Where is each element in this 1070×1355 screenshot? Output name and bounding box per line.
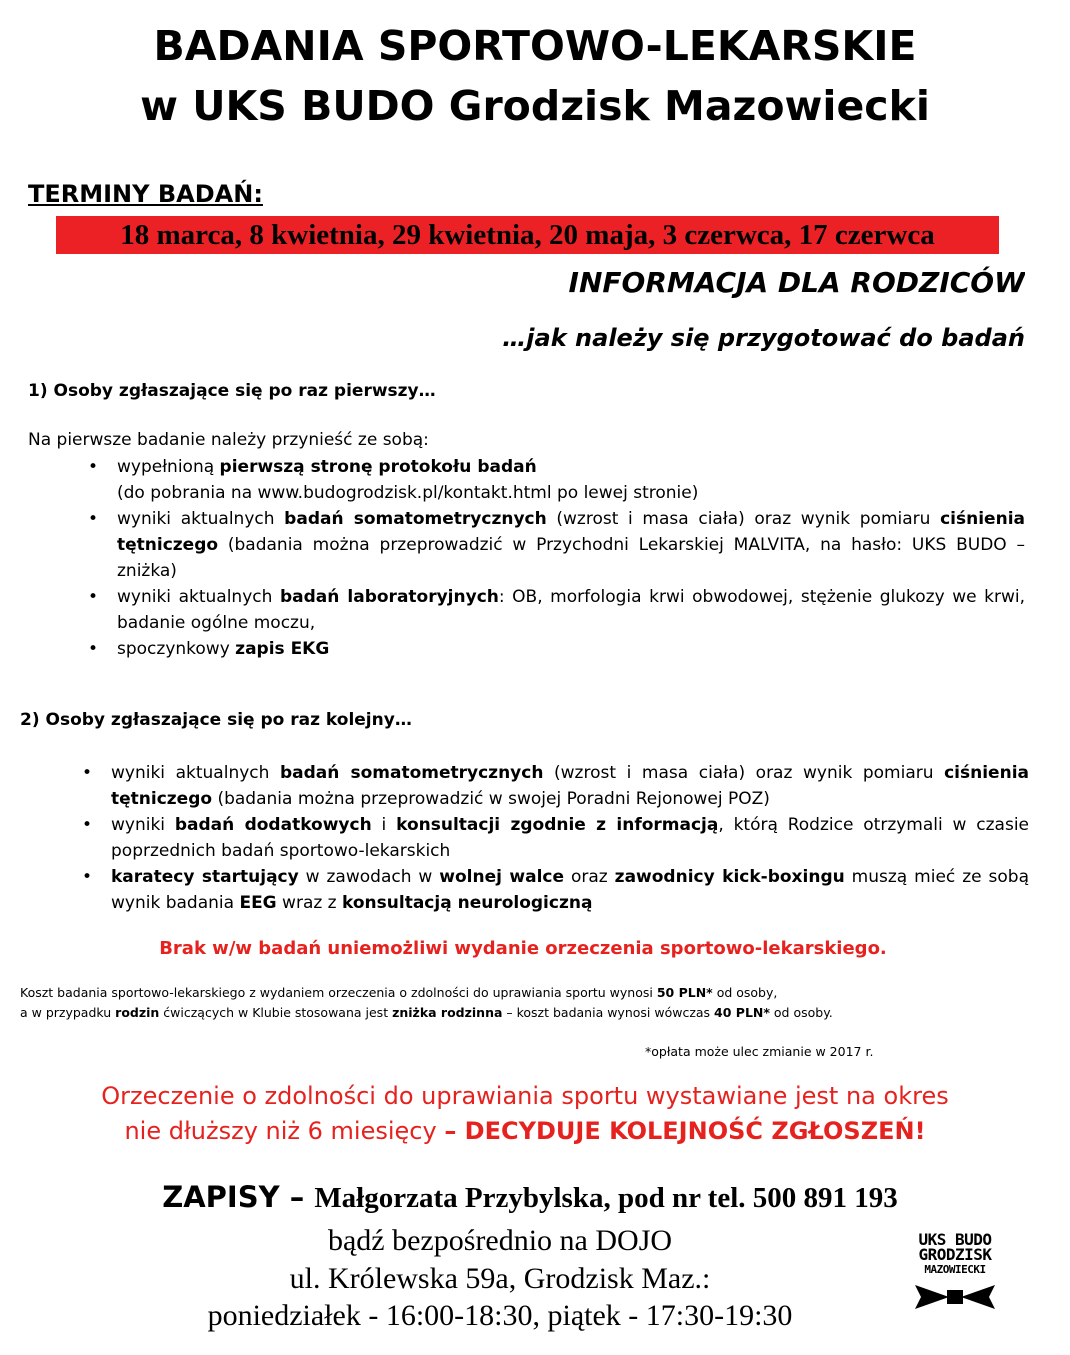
section2-heading: 2) Osoby zgłaszające się po raz kolejny… <box>20 710 412 730</box>
orzeczenie-line1: Orzeczenie o zdolności do uprawiania sportu wystawiane jest na okres <box>101 1082 949 1110</box>
belt-knot-icon <box>905 1277 1005 1313</box>
zapisy-dojo: bądź bezpośrednio na DOJO <box>327 1224 673 1257</box>
page-title-line2: w UKS BUDO Grodzisk Mazowiecki <box>140 82 930 130</box>
info-heading: INFORMACJA DLA RODZICÓW <box>568 266 1025 299</box>
bullet-icon: • <box>88 639 99 659</box>
bullet-icon: • <box>88 587 99 607</box>
bullet-icon: • <box>82 763 93 783</box>
section1-list <box>88 454 1025 662</box>
list-item: • wyniki aktualnych badań laboratoryjnych: OB, morfologia krwi obwodowej, stężenie glukozy we krwi, badanie ogólne moczu, <box>117 584 1025 636</box>
list-item: • wyniki badań dodatkowych i konsultacji zgodnie z informacją, którą Rodzice otrzymali w czasie poprzednich badań sportowo-lekarskich <box>111 812 1029 864</box>
cost-line1: Koszt badania sportowo-lekarskiego z wydaniem orzeczenia o zdolności do uprawiania sportu wynosi 50 PLN* od osoby, <box>20 985 778 1000</box>
list-item: • wypełnioną pierwszą stronę protokołu badań (do pobrania na www.budogrodzisk.pl/kontakt.html po lewej stronie) <box>117 454 1025 506</box>
zapisy-contact: Małgorzata Przybylska, pod nr tel. 500 891 193 <box>314 1182 898 1214</box>
bullet-icon: • <box>82 867 93 887</box>
list-item: • wyniki aktualnych badań somatometrycznych (wzrost i masa ciała) oraz wynik pomiaru ciśnienia tętniczego (badania można przeprowadzić w Przychodni Lekarskiej MALVITA, na hasło: UKS BUDO – zniżka) <box>117 506 1025 584</box>
zapisy-line <box>0 1180 1060 1215</box>
bullet-icon: • <box>88 509 99 529</box>
section1-heading: 1) Osoby zgłaszające się po raz pierwszy… <box>28 381 436 401</box>
logo-line2: GRODZISK <box>918 1245 992 1264</box>
info-subheading: …jak należy się przygotować do badań <box>502 324 1025 352</box>
logo-line1: UKS BUDO <box>918 1230 992 1249</box>
section2-list <box>82 760 1030 916</box>
section1-intro: Na pierwsze badanie należy przynieść ze sobą: <box>28 430 429 450</box>
logo-line3: MAZOWIECKI <box>924 1263 986 1276</box>
warning-text: Brak w/w badań uniemożliwi wydanie orzeczenia sportowo-lekarskiego. <box>159 938 887 959</box>
zapisy-hours: poniedziałek - 16:00-18:30, piątek - 17:30-19:30 <box>207 1299 793 1332</box>
terminy-heading: TERMINY BADAŃ: <box>28 180 263 208</box>
zapisy-address: ul. Królewska 59a, Grodzisk Maz.: <box>289 1262 711 1295</box>
page-title-line1: BADANIA SPORTOWO-LEKARSKIE <box>153 22 917 70</box>
bullet-icon: • <box>82 815 93 835</box>
zapisy-label: ZAPISY – <box>162 1180 315 1214</box>
cost-line2: a w przypadku rodzin ćwiczących w Klubie stosowana jest zniżka rodzinna – koszt badania wynosi wówczas 40 PLN* od osoby. <box>20 1005 833 1020</box>
list-item: • spoczynkowy zapis EKG <box>117 636 1025 662</box>
club-logo <box>905 1232 1005 1327</box>
list-item: • karatecy startujący w zawodach w wolnej walce oraz zawodnicy kick-boxingu muszą mieć ze sobą wynik badania EEG wraz z konsultacją neurologiczną <box>111 864 1029 916</box>
cost-footnote: *opłata może ulec zmianie w 2017 r. <box>645 1044 874 1059</box>
dates-text: 18 marca, 8 kwietnia, 29 kwietnia, 20 maja, 3 czerwca, 17 czerwca <box>120 219 935 251</box>
list-item: • wyniki aktualnych badań somatometrycznych (wzrost i masa ciała) oraz wynik pomiaru ciśnienia tętniczego (badania można przeprowadzić w swojej Poradni Rejonowej POZ) <box>111 760 1029 812</box>
orzeczenie-line2: nie dłuższy niż 6 miesięcy – DECYDUJE KOLEJNOŚĆ ZGŁOSZEŃ! <box>124 1117 926 1145</box>
bullet-icon: • <box>88 457 99 477</box>
